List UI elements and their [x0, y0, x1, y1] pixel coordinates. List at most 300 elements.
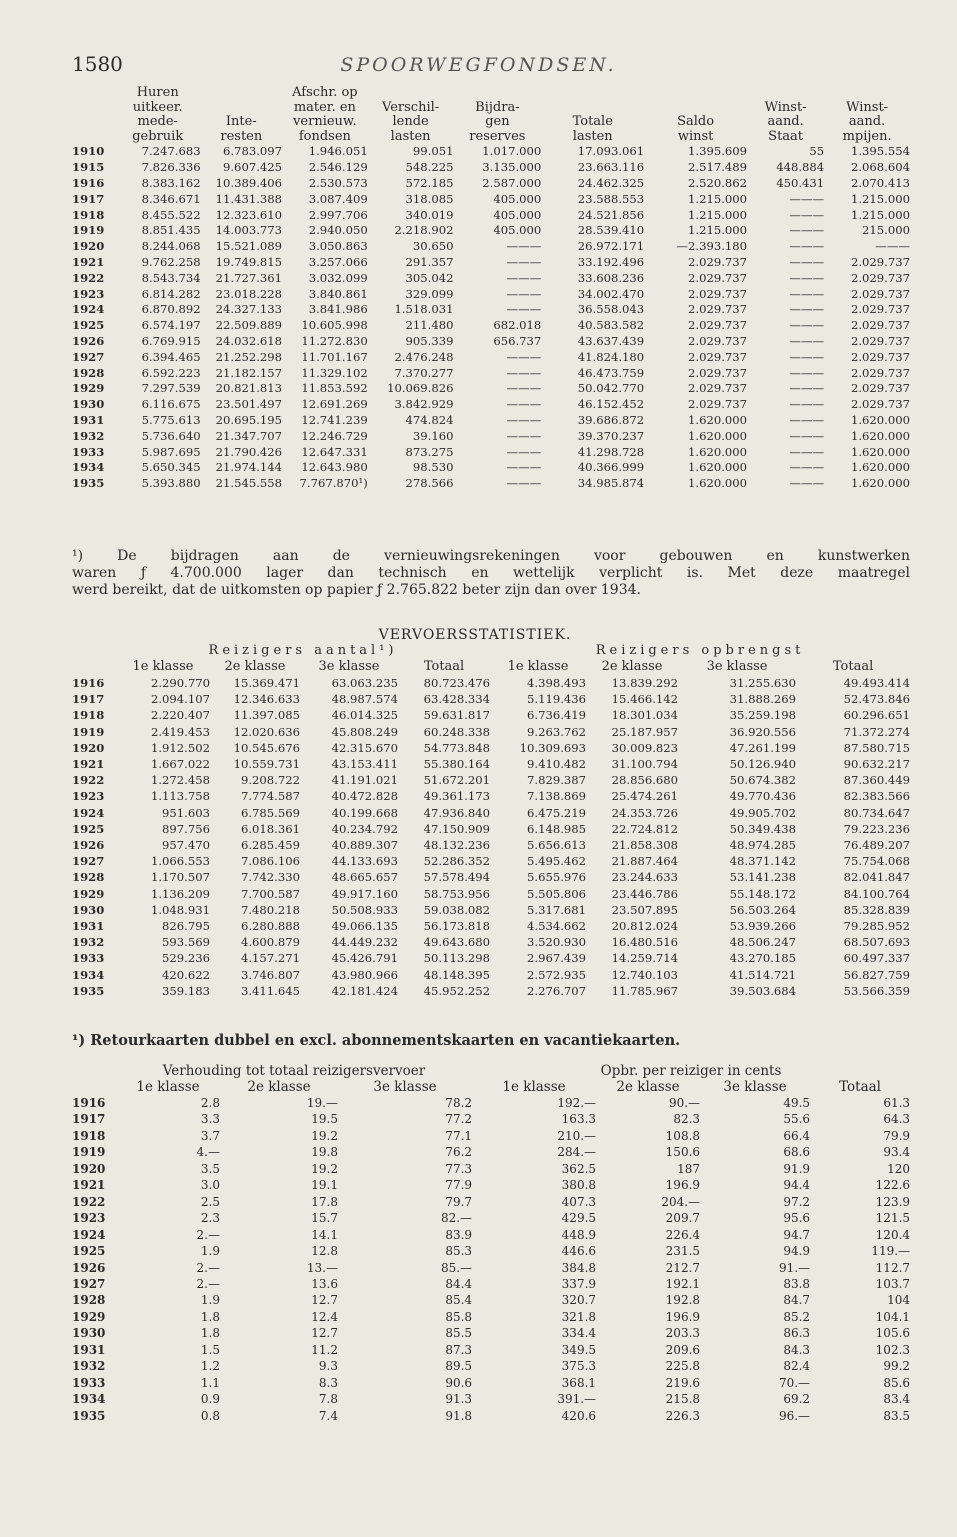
table-cell: 203.3	[665, 1326, 701, 1341]
table-cell: 10.069.826	[387, 381, 454, 396]
table-row	[72, 1194, 910, 1210]
table-cell: 8.543.734	[141, 270, 201, 285]
table-row	[72, 772, 910, 788]
table-cell: 4.600.879	[240, 935, 300, 950]
table-cell: 52.473.846	[843, 692, 911, 707]
table-row	[72, 1243, 910, 1259]
table-cell: 1.5	[200, 1342, 220, 1357]
table-cell: 20.812.024	[611, 919, 679, 934]
table-cell: 47.150.909	[423, 821, 491, 836]
table-cell: 40.889.307	[331, 838, 398, 853]
table-cell: 21.182.157	[215, 365, 283, 380]
row-year: 1933	[72, 951, 105, 966]
table-cell: 3.746.807	[240, 967, 300, 982]
row-year: 1923	[72, 1211, 106, 1226]
table-cell: 90.—	[668, 1096, 701, 1110]
table-row	[72, 350, 910, 366]
table-cell: 12.691.269	[301, 397, 368, 412]
table-cell: ———	[789, 223, 825, 238]
table-cell: 43.637.439	[577, 333, 645, 348]
table-row	[72, 675, 910, 691]
table-cell: 77.2	[445, 1112, 473, 1127]
table-cell: ———	[875, 239, 910, 254]
table-cell: 7.4	[318, 1408, 338, 1423]
table-cell: 17.8	[311, 1194, 338, 1209]
table-cell: 375.3	[561, 1359, 597, 1374]
table-cell: 85.3	[445, 1244, 473, 1259]
table-cell: 91.3	[445, 1392, 473, 1407]
table-cell: 3.520.930	[527, 935, 587, 950]
table-row	[72, 239, 910, 255]
table-cell: 83.9	[445, 1227, 473, 1242]
table-cell: 6.785.569	[240, 805, 300, 820]
table-cell: 1.946.051	[308, 144, 368, 159]
table-cell: 43.270.185	[729, 951, 797, 966]
table-cell: 104	[887, 1293, 911, 1308]
table-cell: 19.8	[311, 1145, 338, 1160]
row-year: 1932	[72, 1359, 106, 1374]
table-cell: 39.160	[412, 428, 454, 443]
table-row	[72, 287, 910, 303]
table-cell: 13.6	[311, 1276, 338, 1291]
table-cell: 24.032.618	[215, 333, 283, 348]
table-cell: 215.8	[665, 1392, 701, 1407]
table-cell: 83.8	[783, 1276, 811, 1291]
table-cell: 6.736.419	[527, 708, 587, 723]
table-cell: 2.029.737	[688, 254, 748, 269]
row-year: 1926	[72, 1260, 106, 1275]
table-cell: 204.—	[661, 1194, 701, 1209]
table-cell: 54.773.848	[423, 740, 491, 755]
table-cell: 320.7	[561, 1293, 597, 1308]
table-cell: 2.8	[200, 1096, 220, 1110]
table-cell: 9.208.722	[240, 773, 300, 788]
table-cell: ———	[789, 318, 825, 333]
table-cell: 429.5	[561, 1211, 597, 1226]
row-year: 1929	[72, 381, 105, 396]
table-row	[72, 460, 910, 476]
row-year: 1918	[72, 207, 105, 222]
table-row	[72, 397, 910, 413]
table-cell: ———	[789, 239, 825, 254]
table-cell: 26.972.171	[577, 239, 645, 254]
page-number: 1580	[72, 52, 123, 76]
table-cell: 82.—	[440, 1211, 473, 1226]
table-cell: 14.1	[311, 1227, 338, 1242]
table-row	[72, 160, 910, 176]
table-cell: 2.572.935	[527, 967, 587, 982]
table-cell: 63.063.235	[331, 676, 398, 690]
table-cell: 121.5	[875, 1211, 911, 1226]
table-row	[72, 1309, 910, 1325]
table-cell: 13.839.292	[611, 676, 679, 690]
row-year: 1930	[72, 902, 105, 917]
row-year: 1919	[72, 223, 105, 238]
table-cell: 2.587.000	[482, 175, 542, 190]
table-cell: 8.851.435	[141, 223, 201, 238]
table-cell: 2.068.604	[850, 160, 910, 175]
table-cell: 14.003.773	[215, 223, 283, 238]
table-cell: 2.029.737	[850, 254, 910, 269]
table-cell: 9.263.762	[527, 724, 587, 739]
table-row	[72, 788, 910, 804]
table-cell: 45.426.791	[331, 951, 398, 966]
table-cell: 5.393.880	[141, 476, 201, 491]
table-cell: 1.620.000	[688, 444, 748, 459]
table-cell: 2.029.737	[688, 286, 748, 301]
table-cell: 1.912.502	[150, 740, 210, 755]
table-cell: 6.018.361	[240, 821, 300, 836]
table-cell: 85.6	[883, 1375, 911, 1390]
table-cell: 10.559.731	[233, 757, 300, 772]
table-row	[72, 1260, 910, 1276]
table-cell: 84.4	[445, 1276, 473, 1291]
footnote-line: ¹) De bijdragen aan de vernieuwingsrekeningen voor gebouwen en kunstwerken	[72, 548, 910, 564]
table-cell: ———	[789, 191, 825, 206]
table-cell: 9.3	[318, 1359, 338, 1374]
table-cell: ———	[506, 460, 542, 475]
table-cell: 24.353.726	[611, 805, 679, 820]
table-cell: 87.3	[445, 1342, 473, 1357]
table-cell: 529.236	[162, 951, 210, 966]
table-cell: 12.4	[311, 1309, 338, 1324]
table-cell: 192.1	[665, 1276, 701, 1291]
row-year: 1932	[72, 935, 105, 950]
row-year: 1920	[72, 740, 105, 755]
table-cell: 1.620.000	[850, 460, 910, 475]
table-cell: 337.9	[561, 1276, 597, 1291]
table-cell: 2.094.107	[150, 692, 210, 707]
row-year: 1923	[72, 286, 105, 301]
table-cell: 2.029.737	[850, 318, 910, 333]
table-cell: ———	[506, 444, 542, 459]
table-row	[72, 902, 910, 918]
table-cell: 89.5	[445, 1359, 473, 1374]
column-header: Totaal	[423, 659, 465, 674]
table-cell: ———	[506, 286, 542, 301]
column-header: 1e klasse	[507, 659, 569, 674]
table-cell: 5.119.436	[527, 692, 587, 707]
row-year: 1933	[72, 1375, 106, 1390]
table-cell: 11.2	[311, 1342, 338, 1357]
table-cell: ———	[789, 397, 825, 412]
table-cell: 41.514.721	[729, 967, 797, 982]
column-header: Saldo winst	[677, 114, 715, 144]
table-cell: 21.790.426	[215, 444, 283, 459]
table-cell: 212.7	[665, 1260, 701, 1275]
table-cell: 23.507.895	[611, 902, 679, 917]
row-year: 1933	[72, 444, 105, 459]
table-cell: 31.255.630	[729, 676, 797, 690]
table-cell: 14.259.714	[611, 951, 679, 966]
table-cell: 226.4	[665, 1227, 701, 1242]
table-cell: 10.605.998	[301, 318, 368, 333]
row-year: 1928	[72, 1293, 106, 1308]
table-cell: 3.135.000	[482, 160, 542, 175]
table-cell: 22.724.812	[611, 821, 679, 836]
table-cell: 334.4	[561, 1326, 597, 1341]
table-cell: 53.566.359	[843, 983, 911, 998]
row-year: 1917	[72, 1112, 106, 1127]
table-cell: 2.218.902	[394, 223, 454, 238]
table-row	[72, 1128, 910, 1144]
table-cell: 1.2	[200, 1359, 220, 1374]
table-cell: 2.546.129	[308, 160, 368, 175]
table-cell: 24.521.856	[577, 207, 645, 222]
table-cell: 5.775.613	[141, 412, 201, 427]
table-cell: 19.2	[311, 1128, 338, 1143]
row-year: 1921	[72, 757, 105, 772]
column-header: Totaal	[839, 1079, 881, 1095]
table-row	[72, 724, 910, 740]
table-cell: 87.360.449	[843, 773, 911, 788]
table-cell: ———	[506, 239, 542, 254]
table-cell: 7.086.106	[240, 854, 300, 869]
table-cell: 8.346.671	[141, 191, 201, 206]
table-cell: 78.2	[445, 1096, 473, 1110]
row-year: 1930	[72, 1326, 106, 1341]
table-cell: 23.244.633	[611, 870, 679, 885]
table-cell: 30.009.823	[611, 740, 679, 755]
table-cell: 33.608.236	[577, 270, 645, 285]
table-cell: 11.397.085	[233, 708, 300, 723]
table-cell: ———	[506, 397, 542, 412]
table-cell: 50.042.770	[577, 381, 645, 396]
column-header: 2e klasse	[616, 1079, 680, 1095]
table-cell: 187	[677, 1161, 701, 1176]
table-cell: 21.858.308	[611, 838, 679, 853]
column-header: 1e klasse	[502, 1079, 566, 1095]
table-row	[72, 1342, 910, 1358]
table-cell: 94.7	[783, 1227, 811, 1242]
row-year: 1923	[72, 789, 105, 804]
table-cell: 2.220.407	[150, 708, 210, 723]
table-cell: 49.066.135	[331, 919, 398, 934]
table-cell: 25.187.957	[611, 724, 679, 739]
table-cell: 56.827.759	[843, 967, 911, 982]
table-cell: 3.3	[200, 1112, 220, 1127]
table-cell: 50.349.438	[729, 821, 797, 836]
table-cell: 31.888.269	[729, 692, 797, 707]
table-cell: 2.029.737	[688, 349, 748, 364]
table-cell: ———	[789, 349, 825, 364]
table-cell: 209.6	[665, 1342, 701, 1357]
table-row	[72, 869, 910, 885]
table-cell: 4.398.493	[527, 676, 587, 690]
table-cell: 7.138.869	[527, 789, 587, 804]
table-cell: 41.824.180	[577, 349, 645, 364]
table-cell: 45.808.249	[331, 724, 398, 739]
table-row	[72, 476, 910, 492]
column-header: Afschr. op mater. en vernieuw. fondsen	[292, 86, 358, 144]
table-cell: ———	[506, 381, 542, 396]
table-cell: 1.215.000	[688, 223, 748, 238]
table-cell: 13.—	[306, 1260, 338, 1275]
table-cell: 2.029.737	[850, 270, 910, 285]
table-cell: 50.674.382	[729, 773, 797, 788]
row-year: 1916	[72, 676, 105, 690]
table-row	[72, 886, 910, 902]
section-title: VERVOERSSTATISTIEK.	[378, 627, 572, 643]
table-cell: 368.1	[561, 1375, 597, 1390]
table-cell: 7.826.336	[141, 160, 201, 175]
table-cell: 951.603	[162, 805, 210, 820]
table-cell: 98.530	[412, 460, 454, 475]
row-year: 1918	[72, 1128, 106, 1143]
table-row	[72, 1375, 910, 1391]
table-cell: 85.4	[445, 1293, 473, 1308]
row-year: 1935	[72, 1408, 106, 1423]
table-cell: 8.383.162	[141, 175, 201, 190]
table-cell: ———	[506, 412, 542, 427]
table-cell: 80.734.647	[843, 805, 911, 820]
table-cell: 225.8	[665, 1359, 701, 1374]
table-cell: 25.474.261	[611, 789, 679, 804]
ratio-table-groups	[72, 1063, 910, 1079]
table-cell: 86.3	[783, 1326, 811, 1341]
table-cell: 23.018.228	[215, 286, 283, 301]
table-cell: ———	[506, 254, 542, 269]
table-cell: 405.000	[493, 207, 542, 222]
table-cell: 31.100.794	[611, 757, 679, 772]
table-cell: 1.8	[200, 1326, 220, 1341]
table-cell: 84.3	[783, 1342, 811, 1357]
table-cell: 405.000	[493, 191, 542, 206]
table-cell: 104.1	[875, 1309, 911, 1324]
table-row	[72, 967, 910, 983]
table-cell: 50.126.940	[729, 757, 797, 772]
table-row	[72, 223, 910, 239]
table-row	[72, 1095, 910, 1111]
table-cell: 5.650.345	[141, 460, 201, 475]
table-cell: 209.7	[665, 1211, 701, 1226]
table-cell: 39.503.684	[729, 983, 797, 998]
table-cell: 448.9	[561, 1227, 597, 1242]
table-row	[72, 805, 910, 821]
table-cell: 96.—	[778, 1408, 811, 1423]
table-row	[72, 1325, 910, 1341]
table-cell: 49.5	[783, 1096, 811, 1110]
table-cell: ———	[506, 270, 542, 285]
table-cell: 318.085	[405, 191, 454, 206]
footnote-line: waren ƒ 4.700.000 lager dan technisch en wettelijk verplicht is. Met deze maatregel	[72, 565, 910, 581]
table-cell: 49.361.173	[423, 789, 491, 804]
table-cell: 58.753.956	[423, 886, 491, 901]
table-cell: 2.029.737	[688, 318, 748, 333]
column-header: 2e klasse	[224, 659, 286, 674]
table-cell: 1.215.000	[688, 207, 748, 222]
table-cell: 150.6	[665, 1145, 701, 1160]
table-cell: 420.6	[561, 1408, 597, 1423]
table-row	[72, 918, 910, 934]
table-cell: 9.410.482	[527, 757, 587, 772]
table-cell: 55.6	[783, 1112, 811, 1127]
table-row	[72, 413, 910, 429]
table-cell: 2.940.050	[308, 223, 368, 238]
table-cell: 7.297.539	[141, 381, 201, 396]
table-row	[72, 1111, 910, 1127]
table-cell: 85.8	[445, 1309, 473, 1324]
table-cell: 15.7	[311, 1211, 338, 1226]
table-cell: ———	[506, 428, 542, 443]
table-cell: ———	[789, 333, 825, 348]
row-year: 1924	[72, 302, 105, 317]
table-cell: 12.323.610	[215, 207, 283, 222]
table-cell: 85.—	[440, 1260, 473, 1275]
table-cell: 19.2	[311, 1161, 338, 1176]
table-cell: 3.842.929	[394, 397, 454, 412]
table-cell: 2.—	[196, 1276, 220, 1291]
table-cell: 5.655.976	[527, 870, 587, 885]
footnote-line: werd bereikt, dat de uitkomsten op papier ƒ 2.765.822 beter zijn dan over 1934.	[72, 582, 641, 598]
table-row	[72, 821, 910, 837]
table-cell: 43.153.411	[331, 757, 398, 772]
table-cell: 44.133.693	[331, 854, 398, 869]
table-cell: 77.1	[445, 1128, 473, 1143]
table-cell: 6.394.465	[141, 349, 201, 364]
table-cell: 1.395.609	[688, 144, 748, 159]
table-cell: 7.480.218	[240, 902, 300, 917]
table-cell: 22.509.889	[215, 318, 283, 333]
row-year: 1929	[72, 1309, 106, 1324]
table-row	[72, 1210, 910, 1226]
table-cell: ———	[506, 349, 542, 364]
table-cell: 28.539.410	[577, 223, 645, 238]
table-cell: 2.520.862	[688, 175, 748, 190]
row-year: 1931	[72, 1342, 106, 1357]
row-year: 1920	[72, 239, 105, 254]
table-cell: 12.647.331	[301, 444, 368, 459]
table-cell: ———	[789, 270, 825, 285]
row-year: 1924	[72, 1227, 106, 1242]
column-header: Totaal	[832, 659, 874, 674]
table-cell: 41.298.728	[577, 444, 645, 459]
table-row	[72, 707, 910, 723]
table-cell: 66.4	[783, 1128, 811, 1143]
table-cell: 384.8	[561, 1260, 597, 1275]
table-cell: 2.029.737	[688, 397, 748, 412]
table-cell: 6.870.892	[141, 302, 201, 317]
table-cell: 55.380.164	[423, 757, 491, 772]
table-cell: 90.6	[445, 1375, 473, 1390]
table-cell: 3.050.863	[308, 239, 368, 254]
table-cell: 19.5	[311, 1112, 338, 1127]
table-cell: 8.3	[318, 1375, 338, 1390]
table-cell: 79.223.236	[843, 821, 911, 836]
table-cell: 21.545.558	[215, 476, 283, 491]
ratio-table-header	[72, 1079, 910, 1095]
table-cell: 15.369.471	[233, 676, 300, 690]
row-year: 1934	[72, 1392, 106, 1407]
table-cell: 83.4	[883, 1392, 911, 1407]
row-year: 1922	[72, 773, 105, 788]
group-opbrengst: Reizigers opbrengst	[595, 643, 805, 658]
table-cell: 2.029.737	[688, 381, 748, 396]
table-cell: 1.8	[200, 1309, 220, 1324]
table-row	[72, 255, 910, 271]
table-cell: 6.814.282	[141, 286, 201, 301]
column-header: Winst- aand. Staat	[764, 99, 807, 144]
column-header	[72, 659, 116, 675]
column-header	[72, 1079, 116, 1095]
table-cell: 5.495.462	[527, 854, 587, 869]
row-year: 1920	[72, 1161, 106, 1176]
table-cell: 12.643.980	[301, 460, 368, 475]
table-cell: 7.767.870¹)	[299, 476, 368, 491]
row-year: 1931	[72, 412, 105, 427]
table-cell: 69.2	[783, 1392, 811, 1407]
finance-table-header	[72, 86, 910, 144]
